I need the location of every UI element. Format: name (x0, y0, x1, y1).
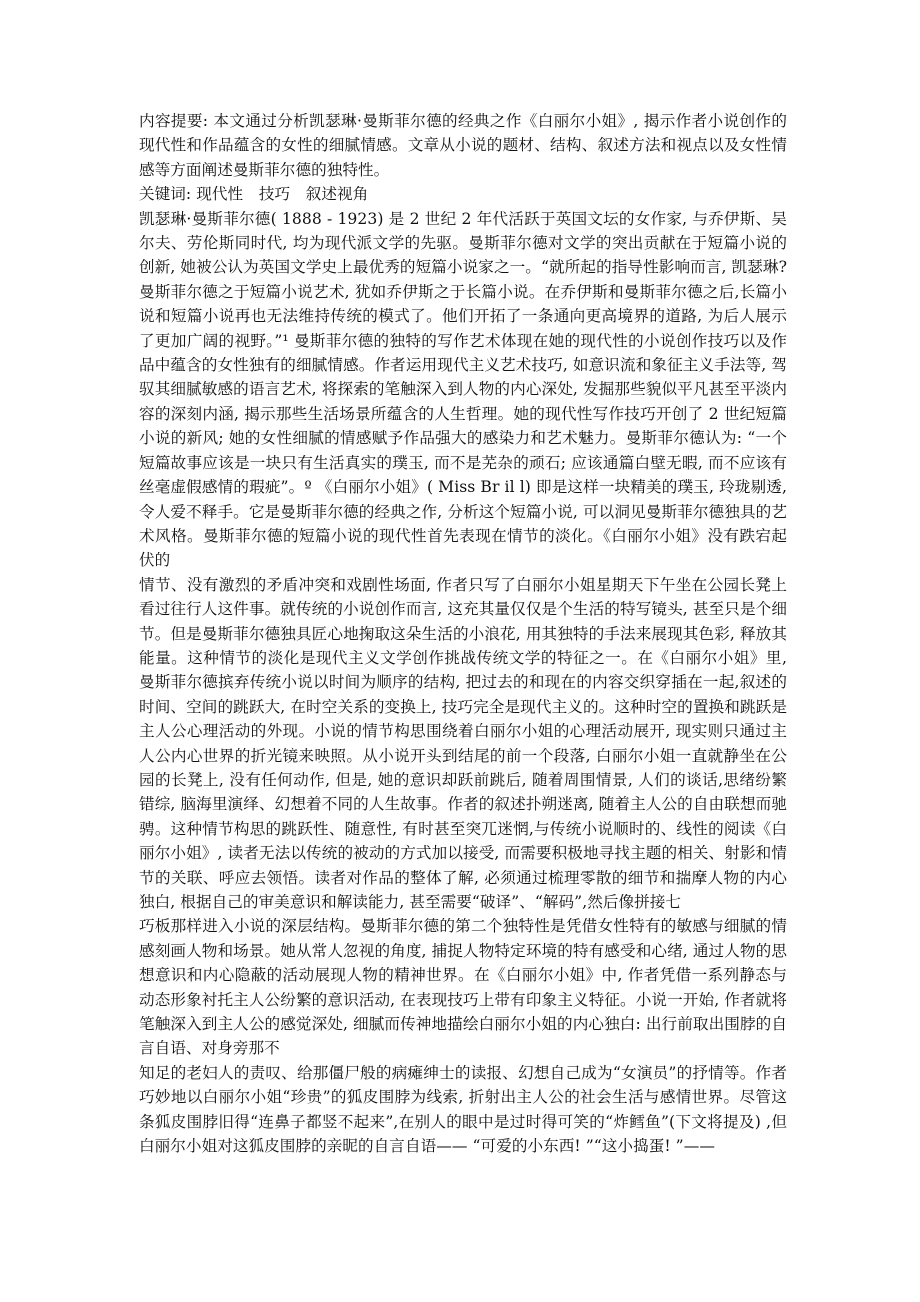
body-paragraph: 情节、没有激烈的矛盾冲突和戏剧性场面, 作者只写了白丽尔小姐星期天下午坐在公园长凳上看过往行人这件事。就传统的小说创作而言, 这充其量仅仅是个生活的特写镜头, 甚至只是个细节。但是曼斯菲尔德独具匠心地掬取这朵生活的小浪花, 用其独特的手法来展现其色彩, 释放其能量。这种情节的淡化是现代主义文学创作挑战传统文学的特征之一。在《白丽尔小姐》里, 曼斯菲尔德摈弃传统小说以时间为顺序的结构, 把过去的和现在的内容交织穿插在一起,叙述的时间、空间的跳跃大, 在时空关系的变换上, 技巧完全是现代主义的。这种时空的置换和跳跃是主人公心理活动的外现。小说的情节构思围绕着白丽尔小姐的心理活动展开, 现实则只通过主人公内心世界的折光镜来映照。从小说开头到结尾的前一个段落, 白丽尔小姐一直就静坐在公园的长凳上, 没有任何动作, 但是, 她的意识却跃前跳后, 随着周围情景, 人们的谈话,思绪纷繁错综, 脑海里演绎、幻想着不同的人生故事。作者的叙述扑朔迷离, 随着主人公的自由联想而驰骋。这种情节构思的跳跃性、随意性, 有时甚至突兀迷惘,与传统小说顺时的、线性的阅读《白丽尔小姐》, 读者无法以传统的被动的方式加以接受, 而需要积极地寻找主题的相关、射影和情节的关联、呼应去领悟。读者对作品的整体了解, 必须通过梳理零散的细节和揣摩人物的内心独白, 根据自己的审美意识和解读能力, 甚至需要“破译”、“解码”,然后像拼接七 (139, 575, 787, 911)
abstract-paragraph: 内容提要: 本文通过分析凯瑟琳·曼斯菲尔德的经典之作《白丽尔小姐》, 揭示作者小说创作的现代性和作品蕴含的女性的细腻情感。文章从小说的题材、结构、叙述方法和视点以及女性情感等方面阐述曼斯菲尔德的独特性。 (139, 112, 787, 179)
body-paragraph: 凯瑟琳·曼斯菲尔德( 1888 - 1923) 是 2 世纪 2 年代活跃于英国文坛的女作家, 与乔伊斯、吴尔夫、劳伦斯同时代, 均为现代派文学的先驱。曼斯菲尔德对文学的突出贡献在于短篇小说的创新, 她被公认为英国文学史上最优秀的短篇小说家之一。“就所起的指导性影响而言, 凯瑟琳?曼斯菲尔德之于短篇小说艺术, 犹如乔伊斯之于长篇小说。在乔伊斯和曼斯菲尔德之后,长篇小说和短篇小说再也无法维持传统的模式了。他们开拓了一条通向更高境界的道路, 为后人展示了更加广阔的视野。”¹ 曼斯菲尔德的独特的写作艺术体现在她的现代性的小说创作技巧以及作品中蕴含的女性独有的细腻情感。作者运用现代主义艺术技巧, 如意识流和象征主义手法等, 驾驭其细腻敏感的语言艺术, 将探索的笔触深入到人物的内心深处, 发掘那些貌似平凡甚至平淡内容的深刻内涵, 揭示那些生活场景所蕴含的人生哲理。她的现代性写作技巧开创了 2 世纪短篇小说的新风; 她的女性细腻的情感赋予作品强大的感染力和艺术魅力。曼斯菲尔德认为: “一个短篇故事应该是一块只有生活真实的璞玉, 而不是芜杂的顽石; 应该通篇白壁无暇, 而不应该有丝毫虚假感情的瑕疵”。º 《白丽尔小姐》( Miss Br il l) 即是这样一块精美的璞玉, 玲珑剔透, 令人爱不释手。它是曼斯菲尔德的经典之作, 分析这个短篇小说, 可以洞见曼斯菲尔德独具的艺术风格。曼斯菲尔德的短篇小说的现代性首先表现在情节的淡化。《白丽尔小姐》没有跌宕起伏的 (139, 209, 787, 570)
keywords-paragraph: 关键词: 现代性 技巧 叙述视角 (139, 185, 369, 204)
document-body (139, 109, 787, 1158)
body-paragraph: 知足的老妇人的责叹、给那僵尸般的病瘫绅士的读报、幻想自己成为“女演员”的抒情等。作者巧妙地以白丽尔小姐“珍贵”的狐皮围脖为线索, 折射出主人公的社会生活与感情世界。尽管这条狐皮围脖旧得“连鼻子都竖不起来”,在别人的眼中是过时得可笑的“炸鳕鱼”(下文将提及) ,但白丽尔小姐对这狐皮围脖的亲昵的自言自语—— “可爱的小东西! ”“这小捣蛋! ”—— (139, 1063, 787, 1156)
body-paragraph: 巧板那样进入小说的深层结构。曼斯菲尔德的第二个独特性是凭借女性特有的敏感与细腻的情感刻画人物和场景。她从常人忽视的角度, 捕捉人物特定环境的特有感受和心绪, 通过人物的思想意识和内心隐蔽的活动展现人物的精神世界。在《白丽尔小姐》中, 作者凭借一系列静态与动态形象衬托主人公纷繁的意识活动, 在表现技巧上带有印象主义特征。小说一开始, 作者就将笔触深入到主人公的感觉深处, 细腻而传神地描绘白丽尔小姐的内心独白: 出行前取出围脖的自言自语、对身旁那不 (139, 917, 787, 1058)
